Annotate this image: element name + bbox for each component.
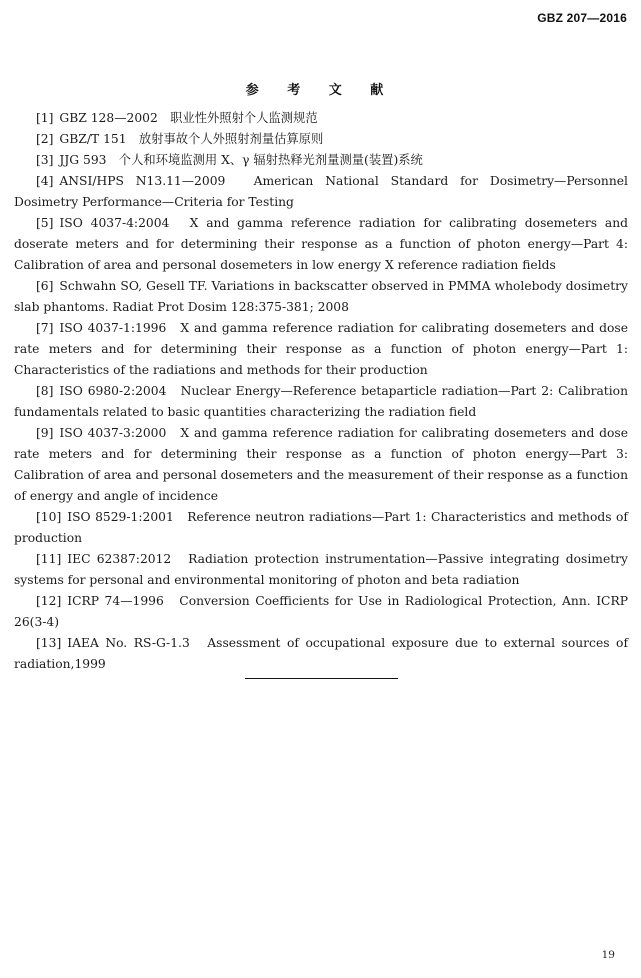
reference-text: ICRP 74—1996 Conversion Coefficients for Use in Radiological Protection, Ann. ICRP 26(3-4) [14,594,628,629]
reference-number: [13] [36,636,62,650]
reference-item [14,171,628,213]
reference-number: [8] [36,384,54,398]
reference-number: [5] [36,216,54,230]
reference-item [14,507,628,549]
reference-item [14,549,628,591]
reference-item [14,108,628,129]
reference-text: ISO 4037-3:2000 X and gamma reference radiation for calibrating dosemeters and dose rate meters and for determining their response as a function of photon energy—Part 3: Calibration of area and personal dosemeters and the measurement of their response as a function of energy and angle of incidence [14,426,628,503]
reference-number: [3] [36,153,54,167]
reference-text: ISO 6980-2:2004 Nuclear Energy—Reference betaparticle radiation—Part 2: Calibration fundamentals related to basic quantities characterizing the radiation field [14,384,628,419]
section-title: 参 考 文 献 [245,83,396,98]
reference-number: [10] [36,510,62,524]
reference-number: [11] [36,552,62,566]
reference-item [14,591,628,633]
reference-text: IAEA No. RS-G-1.3 Assessment of occupational exposure due to external sources of radiation,1999 [14,636,628,671]
standard-code: GBZ 207—2016 [537,11,627,25]
reference-text: ISO 4037-4:2004 X and gamma reference radiation for calibrating dosemeters and doserate meters and for determining their response as a function of photon energy—Part 4: Calibration of area and personal dosemeters in low energy X reference radiation fields [14,216,628,272]
reference-text: GBZ/T 151 放射事故个人外照射剂量估算原则 [59,132,324,146]
reference-item [14,276,628,318]
reference-text: Schwahn SO, Gesell TF. Variations in backscatter observed in PMMA wholebody dosimetry slab phantoms. Radiat Prot Dosim 128:375-381; 2008 [14,279,628,314]
reference-item [14,318,628,381]
reference-text: IEC 62387:2012 Radiation protection instrumentation—Passive integrating dosimetry systems for personal and environmental monitoring of photon and beta radiation [14,552,628,587]
reference-text: ISO 8529-1:2001 Reference neutron radiations—Part 1: Characteristics and methods of production [14,510,628,545]
reference-number: [4] [36,174,54,188]
reference-number: [2] [36,132,54,146]
reference-text: ISO 4037-1:1996 X and gamma reference radiation for calibrating dosemeters and dose rate meters and for determining their response as a function of photon energy—Part 1: Characteristics of the radiations and methods for their production [14,321,628,377]
reference-number: [7] [36,321,54,335]
reference-text: ANSI/HPS N13.11—2009 American National Standard for Dosimetry—Personnel Dosimetry Performance—Criteria for Testing [14,174,628,209]
reference-number: [9] [36,426,54,440]
reference-list [14,108,628,675]
reference-number: [6] [36,279,54,293]
end-divider [245,678,398,679]
reference-text: GBZ 128—2002 职业性外照射个人监测规范 [59,111,318,125]
reference-item [14,423,628,507]
reference-item [14,633,628,675]
reference-item [14,129,628,150]
reference-item [14,150,628,171]
reference-number: [12] [36,594,62,608]
reference-number: [1] [36,111,54,125]
reference-text: JJG 593 个人和环境监测用 X、γ 辐射热释光剂量测量(装置)系统 [59,153,423,167]
page-number: 19 [601,949,615,961]
reference-item [14,381,628,423]
reference-item [14,213,628,276]
